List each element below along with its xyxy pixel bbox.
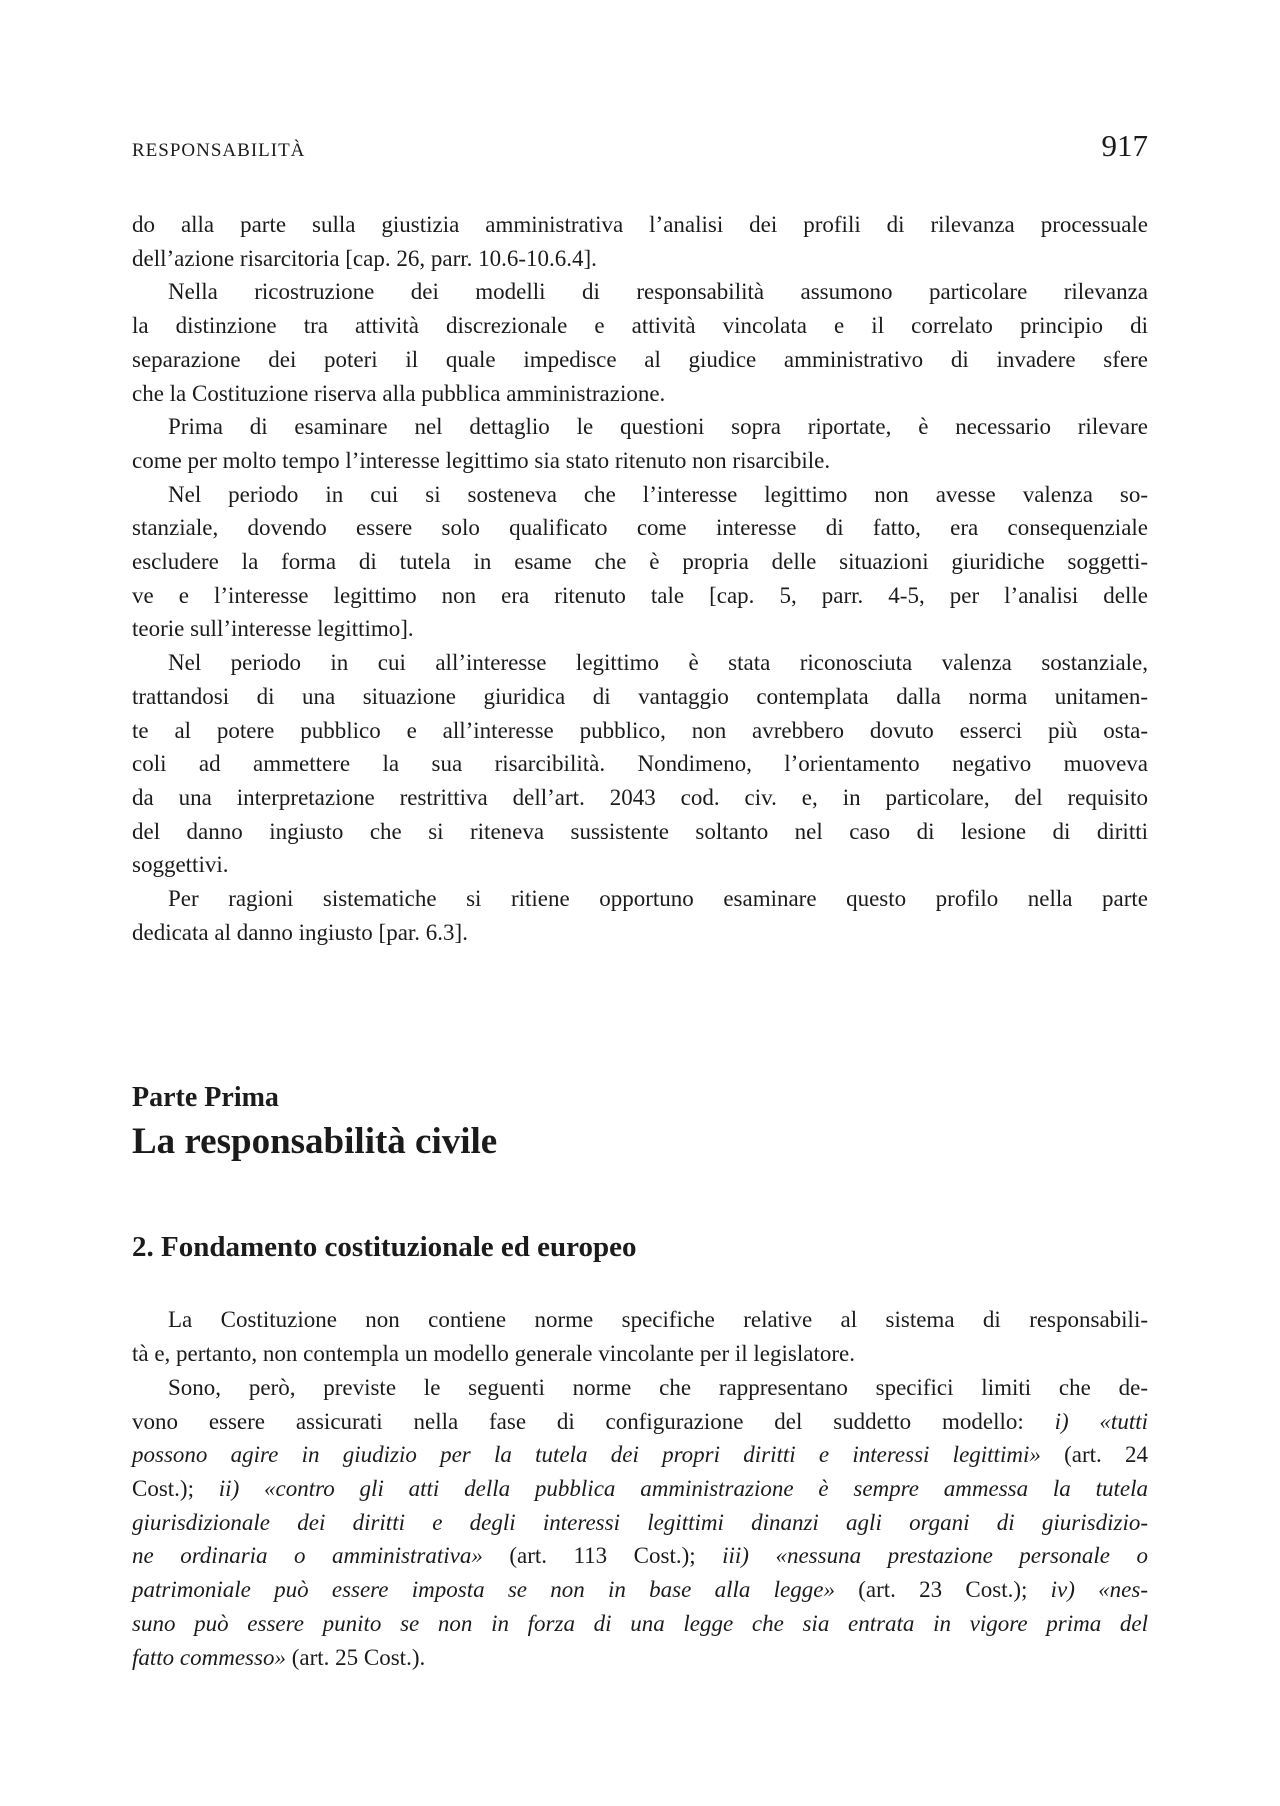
text-segment: tà e, pertanto, non contempla un modello generale vincolante per il legislatore. [132,1341,855,1367]
text-segment: stanziale, dovendo essere solo qualificato come interesse di fatto, era consequenziale [132,515,1148,541]
text-line [132,1371,1148,1405]
text-segment: trattandosi di una situazione giuridica di vantaggio contemplata dalla norma unitamen- [132,683,1148,709]
italic-text-segment: possono agire in giudizio per la tutela dei propri diritti e interessi legittimi» [132,1442,1041,1468]
text-line [132,781,1148,815]
text-segment: da una interpretazione restrittiva dell’art. 2043 cod. civ. e, in particolare, del requisito [132,784,1148,810]
text-line [132,714,1148,748]
text-line [132,410,1148,444]
paragraph [132,410,1148,477]
text-line [132,1573,1148,1607]
text-segment: coli ad ammettere la sua risarcibilità. Nondimeno, l’orientamento negativo muoveva [132,751,1148,777]
text-line [132,208,1148,242]
part-kicker: Parte Prima [132,1082,279,1114]
paragraph [132,275,1148,410]
paragraph [132,208,1148,275]
text-line [132,377,1148,411]
italic-text-segment: suno può essere punito se non in forza di una legge che sia entrata in vigore prima del [132,1610,1148,1636]
text-line [132,680,1148,714]
text-line [132,444,1148,478]
text-segment: Prima di esaminare nel dettaglio le questioni sopra riportate, è necessario rilevare [168,414,1148,440]
text-segment: del danno ingiusto che si riteneva sussistente soltanto nel caso di lesione di diritti [132,818,1148,844]
text-line [132,511,1148,545]
italic-text-segment: giurisdizionale dei diritti e degli interessi legittimi dinanzi agli organi di giurisdizio- [132,1509,1148,1535]
text-segment: Nella ricostruzione dei modelli di responsabilità assumono particolare rilevanza [168,279,1148,305]
text-segment: La Costituzione non contiene norme specifiche relative al sistema di responsabili- [168,1307,1148,1333]
body-block-top [132,208,1148,949]
text-line [132,545,1148,579]
text-segment: (art. 24 [1040,1442,1148,1468]
text-segment: Per ragioni sistematiche si ritiene opportuno esaminare questo profilo nella parte [168,886,1148,912]
text-segment: soggettivi. [132,852,229,878]
text-segment: (art. 113 Cost.); [482,1543,723,1569]
text-line [132,747,1148,781]
text-segment: Cost.); [132,1475,219,1501]
text-segment: la distinzione tra attività discrezionale e attività vincolata e il correlato principio di [132,313,1148,339]
text-line [132,242,1148,276]
text-line [132,1303,1148,1337]
text-line [132,1438,1148,1472]
text-segment: (art. 23 Cost.); [834,1577,1051,1603]
italic-text-segment: iii) «nessuna prestazione personale o [722,1543,1148,1569]
text-line [132,1539,1148,1573]
text-segment: te al potere pubblico e all’interesse pubblico, non avrebbero dovuto esserci più osta- [132,717,1148,743]
running-title: RESPONSABILITÀ [132,140,306,161]
page-header [132,130,1148,161]
text-line [132,1641,1148,1675]
text-line [132,646,1148,680]
text-line [132,309,1148,343]
text-line [132,478,1148,512]
page-number: 917 [1101,128,1148,163]
italic-text-segment: iv) «nes- [1050,1577,1148,1603]
paragraph [132,1371,1148,1674]
body-block-section [132,1303,1148,1674]
text-segment: vono essere assicurati nella fase di configurazione del suddetto modello: [132,1408,1055,1434]
text-segment: Sono, però, previste le seguenti norme che rappresentano specifici limiti che de- [168,1374,1148,1400]
text-segment: do alla parte sulla giustizia amministrativa l’analisi dei profili di rilevanza processuale [132,212,1148,237]
text-line [132,343,1148,377]
text-segment: come per molto tempo l’interesse legittimo sia stato ritenuto non risarcibile. [132,447,831,473]
text-segment: dedicata al danno ingiusto [par. 6.3]. [132,919,468,945]
italic-text-segment: fatto commesso» [132,1644,286,1670]
paragraph [132,882,1148,949]
text-segment: Nel periodo in cui si sosteneva che l’interesse legittimo non avesse valenza so- [168,481,1148,507]
part-heading-block [132,1081,1148,1165]
text-line [132,1607,1148,1641]
italic-text-segment: ii) «contro gli atti della pubblica amministrazione è sempre ammessa la tutela [218,1475,1148,1501]
text-segment: dell’azione risarcitoria [cap. 26, parr. 10.6-10.6.4]. [132,245,597,271]
text-segment: separazione dei poteri il quale impedisce al giudice amministrativo di invadere sfere [132,346,1148,372]
text-line [132,848,1148,882]
text-segment: ve e l’interesse legittimo non era ritenuto tale [cap. 5, parr. 4-5, per l’analisi delle [132,582,1148,608]
text-segment: teorie sull’interesse legittimo]. [132,616,414,642]
paragraph [132,478,1148,647]
part-title: La responsabilità civile [132,1121,498,1163]
text-line [132,1506,1148,1540]
text-segment: Nel periodo in cui all’interesse legittimo è stata riconosciuta valenza sostanziale, [168,650,1148,676]
paragraph [132,646,1148,882]
text-line [132,612,1148,646]
section-heading: 2. Fondamento costituzionale ed europeo [132,1231,637,1264]
text-line [132,815,1148,849]
text-segment: (art. 25 Cost.). [285,1644,426,1670]
text-line [132,882,1148,916]
paragraph [132,1303,1148,1370]
italic-text-segment: ne ordinaria o amministrativa» [132,1543,483,1569]
text-segment: che la Costituzione riserva alla pubblica amministrazione. [132,380,666,406]
text-line [132,579,1148,613]
italic-text-segment: i) «tutti [1054,1408,1148,1434]
text-line [132,275,1148,309]
text-line [132,1405,1148,1439]
text-line [132,1337,1148,1371]
text-segment: escludere la forma di tutela in esame che è propria delle situazioni giuridiche soggetti- [132,549,1148,575]
text-line [132,916,1148,950]
italic-text-segment: patrimoniale può essere imposta se non in base alla legge» [132,1577,835,1603]
text-line [132,1472,1148,1506]
